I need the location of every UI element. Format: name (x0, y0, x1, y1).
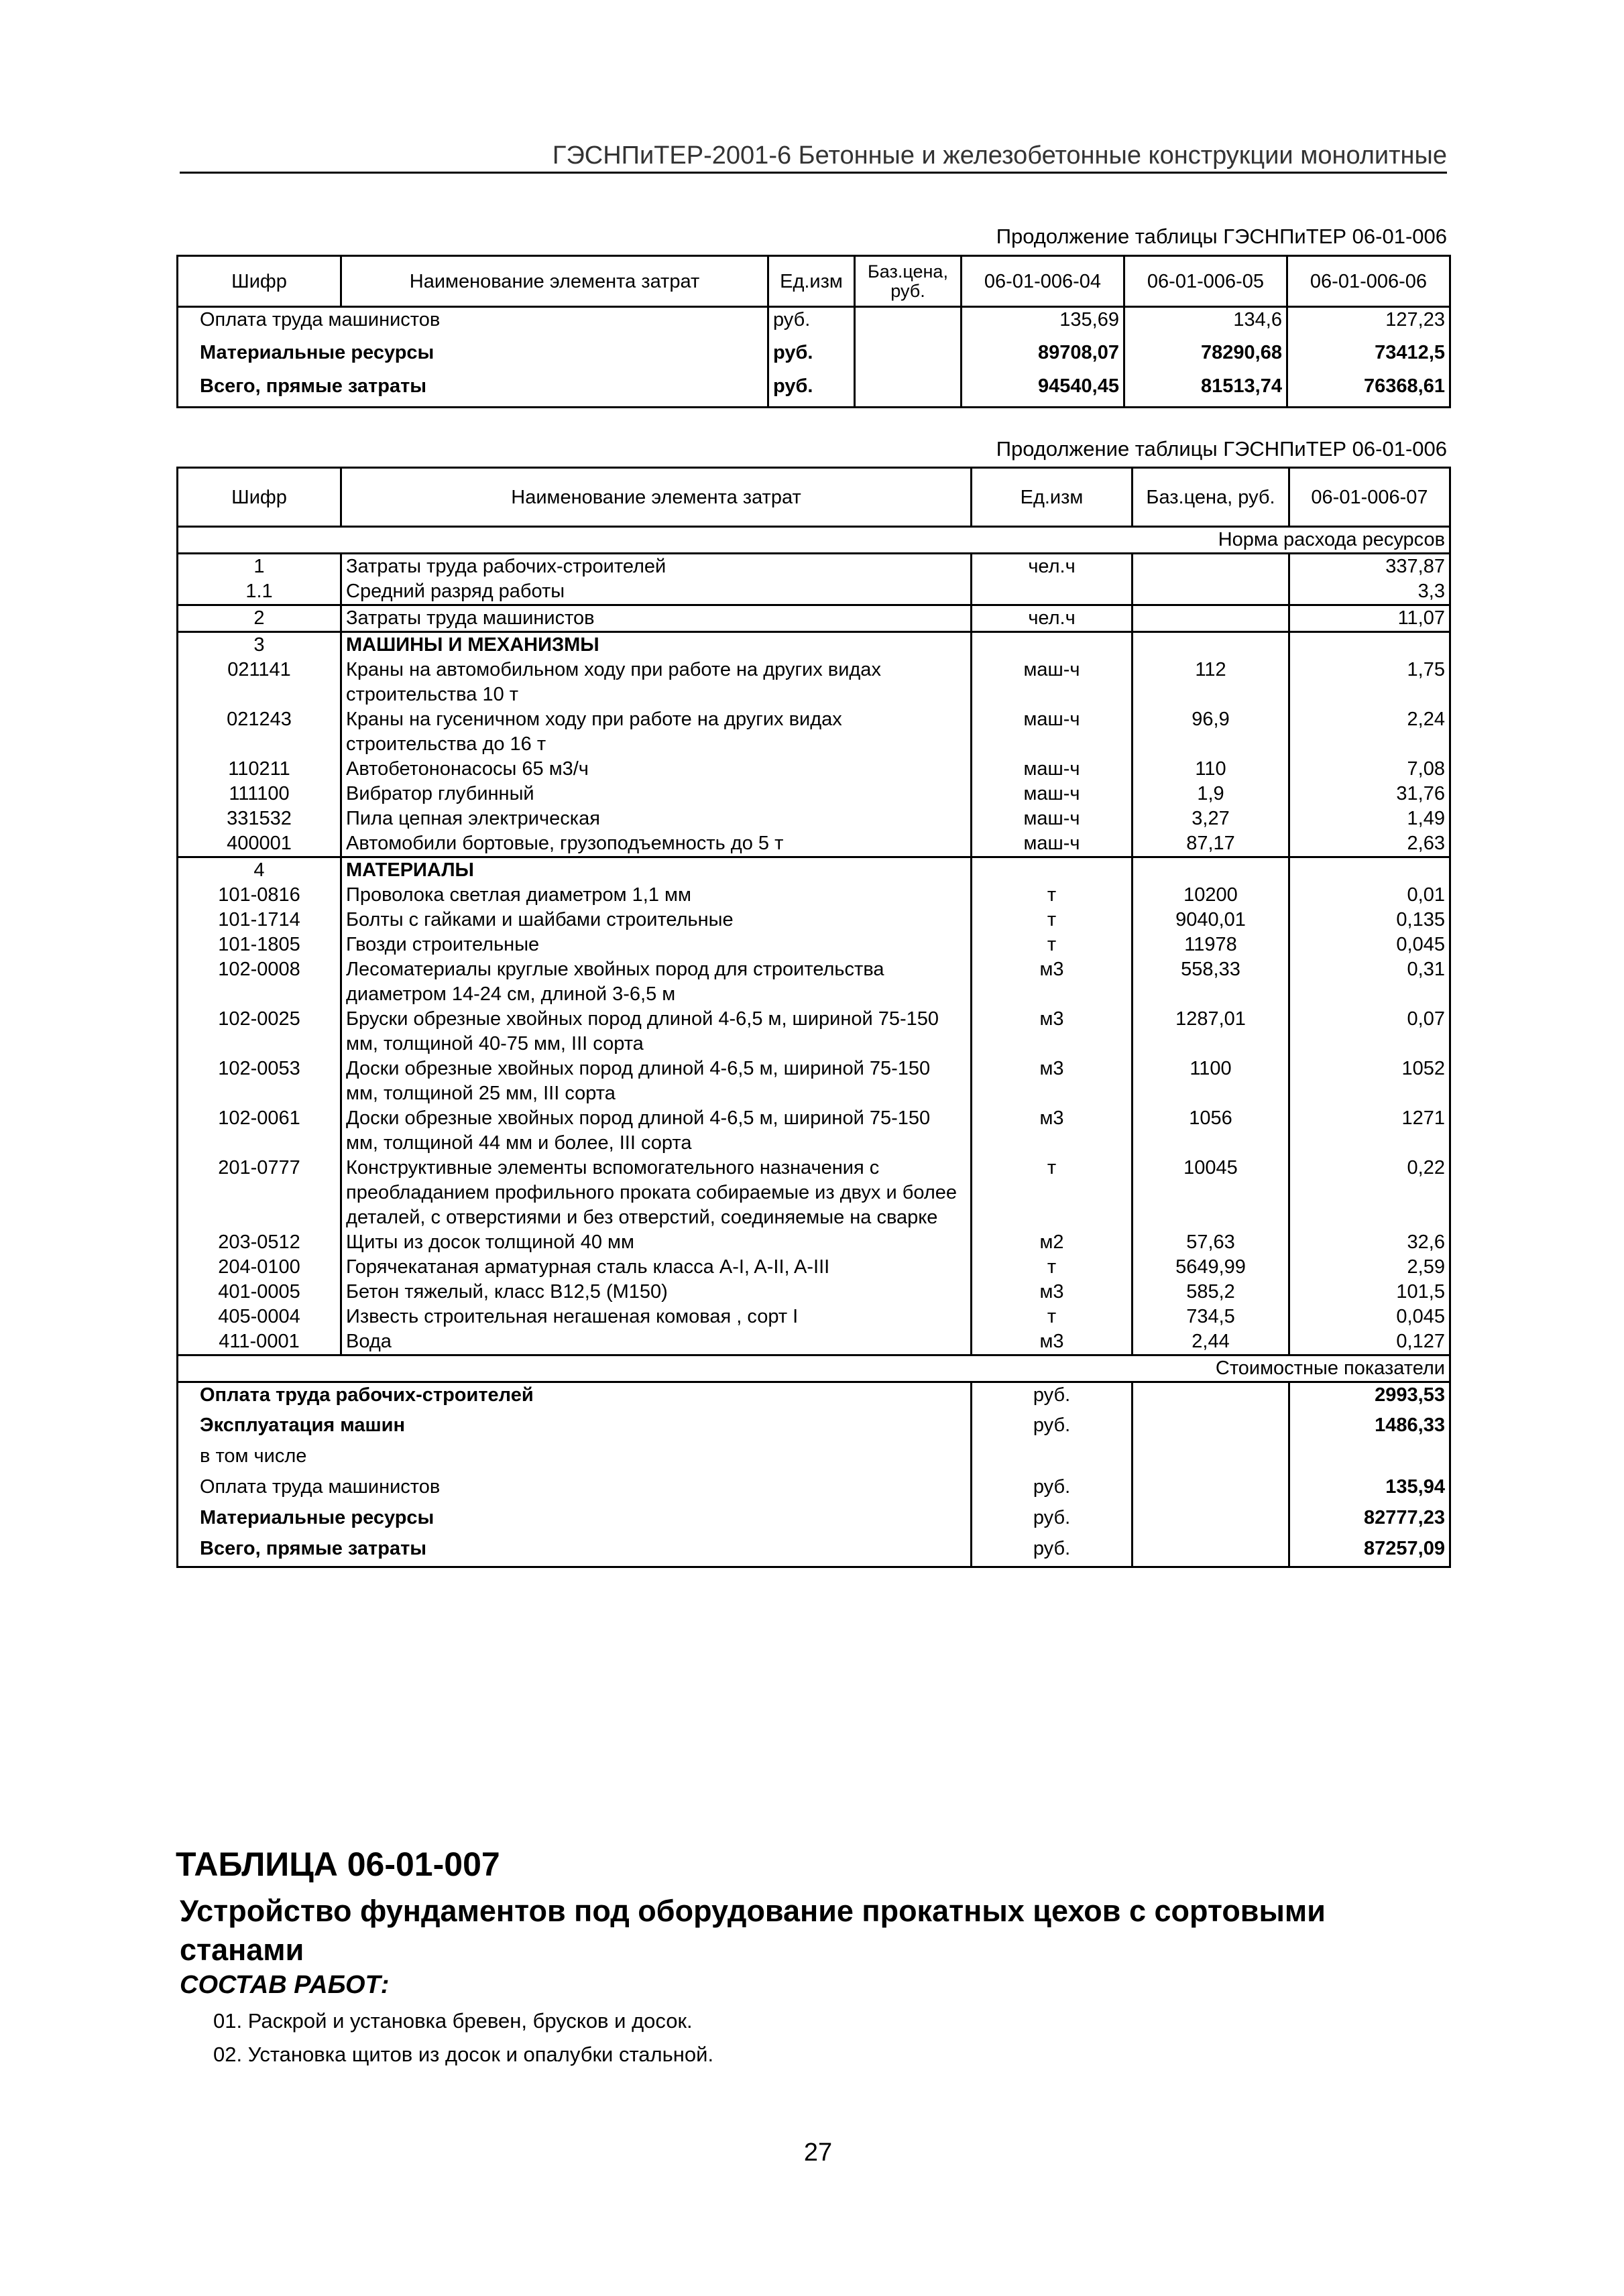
row-name: Бетон тяжелый, класс B12,5 (M150) (341, 1280, 972, 1305)
row-code: 331532 (178, 806, 341, 831)
row-unit: т (972, 1255, 1133, 1280)
table-title: Устройство фундаментов под оборудование прокатных цехов с сортовыми станами (180, 1894, 1326, 1967)
row-value: 2,63 (1289, 831, 1450, 857)
row-price: 87,17 (1133, 831, 1289, 857)
row-name: Материальные ресурсы (178, 341, 768, 374)
row-unit: м3 (972, 957, 1133, 1007)
table1-header-row (178, 256, 1450, 307)
row-name: Краны на гусеничном ходу при работе на других видах строительства до 16 т (341, 707, 972, 757)
row-value: 11,07 (1289, 605, 1450, 632)
row-value: 32,6 (1289, 1230, 1450, 1255)
row-value: 101,5 (1289, 1280, 1450, 1305)
table-row (178, 1007, 1450, 1056)
table-row (178, 658, 1450, 707)
table-row (178, 1056, 1450, 1106)
row-code: 1 (178, 554, 341, 580)
row-name: МАШИНЫ И МЕХАНИЗМЫ (341, 632, 972, 658)
col-header-price: Баз.цена, руб. (1133, 468, 1289, 527)
table1-continuation-note: Продолжение таблицы ГЭСНПиТЕР 06-01-006 (996, 225, 1447, 248)
row-value: 1,75 (1289, 658, 1450, 707)
row-price (1133, 857, 1289, 884)
row-price (1133, 554, 1289, 580)
summary-value (1289, 1444, 1450, 1475)
row-price: 558,33 (1133, 957, 1289, 1007)
table-row (178, 579, 1450, 605)
table2 (176, 467, 1451, 1568)
row-name: Щиты из досок толщиной 40 мм (341, 1230, 972, 1255)
row-unit: маш-ч (972, 831, 1133, 857)
table-row (178, 1305, 1450, 1329)
row-name: Лесоматериалы круглые хвойных пород для строительства диаметром 14-24 см, длиной 3-6,5 м (341, 957, 972, 1007)
row-code: 102-0053 (178, 1056, 341, 1106)
row-code: 021243 (178, 707, 341, 757)
row-code: 203-0512 (178, 1230, 341, 1255)
row-unit: м3 (972, 1329, 1133, 1355)
row-unit: м3 (972, 1280, 1133, 1305)
row-value: 73412,5 (1287, 341, 1450, 374)
row-unit: маш-ч (972, 658, 1133, 707)
row-value: 94540,45 (962, 374, 1124, 408)
row-value: 0,045 (1289, 1305, 1450, 1329)
row-name: Всего, прямые затраты (178, 374, 768, 408)
col-header-code: Шифр (178, 256, 341, 307)
col-header-07: 06-01-006-07 (1289, 468, 1450, 527)
works-item: 02. Установка щитов из досок и опалубки стальной. (213, 2043, 714, 2066)
row-name: Болты с гайками и шайбами строительные (341, 908, 972, 932)
summary-row (178, 1444, 1450, 1475)
row-price: 5649,99 (1133, 1255, 1289, 1280)
row-value: 135,69 (962, 307, 1124, 341)
row-name: Пила цепная электрическая (341, 806, 972, 831)
col-header-unit: Ед.изм (972, 468, 1133, 527)
row-value: 0,07 (1289, 1007, 1450, 1056)
row-name: Краны на автомобильном ходу при работе на других видах строительства 10 т (341, 658, 972, 707)
row-value: 2,59 (1289, 1255, 1450, 1280)
row-price: 10045 (1133, 1156, 1289, 1230)
table2-continuation-note: Продолжение таблицы ГЭСНПиТЕР 06-01-006 (996, 437, 1447, 461)
row-value: 0,01 (1289, 883, 1450, 908)
summary-unit: руб. (972, 1475, 1133, 1506)
row-value: 89708,07 (962, 341, 1124, 374)
row-value: 1052 (1289, 1056, 1450, 1106)
col-header-price: Баз.цена, руб. (855, 256, 962, 307)
row-unit: т (972, 883, 1133, 908)
row-name: МАТЕРИАЛЫ (341, 857, 972, 884)
row-price: 10200 (1133, 883, 1289, 908)
row-value: 0,22 (1289, 1156, 1450, 1230)
norm-label-row (178, 527, 1450, 554)
row-unit: маш-ч (972, 707, 1133, 757)
row-code: 110211 (178, 757, 341, 782)
row-code: 405-0004 (178, 1305, 341, 1329)
summary-name: Оплата труда машинистов (178, 1475, 972, 1506)
row-value: 78290,68 (1124, 341, 1287, 374)
table-row (178, 782, 1450, 806)
table-row (178, 1106, 1450, 1156)
summary-value: 82777,23 (1289, 1506, 1450, 1536)
row-name: Затраты труда рабочих-строителей (341, 554, 972, 580)
col-header-05: 06-01-006-05 (1124, 256, 1287, 307)
row-unit: руб. (768, 341, 855, 374)
row-price (1133, 605, 1289, 632)
row-unit: т (972, 1156, 1133, 1230)
table-row (178, 1255, 1450, 1280)
summary-unit: руб. (972, 1413, 1133, 1444)
row-value: 81513,74 (1124, 374, 1287, 408)
row-value: 2,24 (1289, 707, 1450, 757)
row-unit (972, 579, 1133, 605)
summary-row (178, 1382, 1450, 1413)
row-name: Автобетононасосы 65 м3/ч (341, 757, 972, 782)
norm-label: Норма расхода ресурсов (178, 527, 1450, 554)
col-header-04: 06-01-006-04 (962, 256, 1124, 307)
row-code: 401-0005 (178, 1280, 341, 1305)
row-code: 400001 (178, 831, 341, 857)
row-unit: м3 (972, 1007, 1133, 1056)
row-code: 101-0816 (178, 883, 341, 908)
row-value: 0,31 (1289, 957, 1450, 1007)
table-row (178, 806, 1450, 831)
col-header-06: 06-01-006-06 (1287, 256, 1450, 307)
row-price: 9040,01 (1133, 908, 1289, 932)
row-price: 1100 (1133, 1056, 1289, 1106)
row-value: 76368,61 (1287, 374, 1450, 408)
table-row (178, 605, 1450, 632)
row-value: 1,49 (1289, 806, 1450, 831)
row-price: 1287,01 (1133, 1007, 1289, 1056)
row-code: 021141 (178, 658, 341, 707)
row-unit: м3 (972, 1056, 1133, 1106)
row-code: 101-1805 (178, 932, 341, 957)
row-name: Автомобили бортовые, грузоподъемность до 5 т (341, 831, 972, 857)
row-name: Вибратор глубинный (341, 782, 972, 806)
table-id-heading: ТАБЛИЦА 06-01-007 (176, 1846, 500, 1883)
table-row (178, 831, 1450, 857)
row-unit: м2 (972, 1230, 1133, 1255)
row-name: Доски обрезные хвойных пород длиной 4-6,5 м, шириной 75-150 мм, толщиной 25 мм, III сорта (341, 1056, 972, 1106)
row-price (1133, 579, 1289, 605)
row-unit: чел.ч (972, 605, 1133, 632)
summary-value: 2993,53 (1289, 1382, 1450, 1413)
row-unit: чел.ч (972, 554, 1133, 580)
row-code: 102-0061 (178, 1106, 341, 1156)
row-price: 110 (1133, 757, 1289, 782)
summary-row (178, 1536, 1450, 1567)
row-code: 101-1714 (178, 908, 341, 932)
table-row (178, 883, 1450, 908)
row-unit (972, 632, 1133, 658)
row-value: 31,76 (1289, 782, 1450, 806)
row-name: Средний разряд работы (341, 579, 972, 605)
row-value (1289, 632, 1450, 658)
table-row (178, 554, 1450, 580)
row-name: Бруски обрезные хвойных пород длиной 4-6,5 м, шириной 75-150 мм, толщиной 40-75 мм, III сорта (341, 1007, 972, 1056)
table2-header-row (178, 468, 1450, 527)
table1 (176, 255, 1451, 408)
summary-row (178, 1506, 1450, 1536)
row-unit: руб. (768, 307, 855, 341)
col-header-name: Наименование элемента затрат (341, 468, 972, 527)
table-row (178, 957, 1450, 1007)
row-price: 1056 (1133, 1106, 1289, 1156)
row-value: 0,135 (1289, 908, 1450, 932)
table-row (178, 341, 1450, 374)
summary-row (178, 1413, 1450, 1444)
table-row (178, 757, 1450, 782)
row-unit: м3 (972, 1106, 1133, 1156)
row-price: 3,27 (1133, 806, 1289, 831)
summary-name: Всего, прямые затраты (178, 1536, 972, 1567)
row-unit: маш-ч (972, 806, 1133, 831)
summary-unit: руб. (972, 1536, 1133, 1567)
row-price: 585,2 (1133, 1280, 1289, 1305)
summary-value: 87257,09 (1289, 1536, 1450, 1567)
row-price: 734,5 (1133, 1305, 1289, 1329)
summary-row (178, 1475, 1450, 1506)
table-row (178, 908, 1450, 932)
row-price: 11978 (1133, 932, 1289, 957)
table-row (178, 307, 1450, 341)
row-price: 112 (1133, 658, 1289, 707)
row-name: Проволока светлая диаметром 1,1 мм (341, 883, 972, 908)
row-code: 111100 (178, 782, 341, 806)
running-header: ГЭСНПиТЕР-2001-6 Бетонные и железобетонные конструкции монолитные (180, 139, 1447, 174)
table-row (178, 1230, 1450, 1255)
row-unit: руб. (768, 374, 855, 408)
row-price (1133, 632, 1289, 658)
row-value: 1271 (1289, 1106, 1450, 1156)
row-value: 127,23 (1287, 307, 1450, 341)
row-name: Конструктивные элементы вспомогательного назначения с преобладанием профильного проката собираемые из двух и более деталей, с отверстиями и без отверстий, соединяемые на сварке (341, 1156, 972, 1230)
row-value: 134,6 (1124, 307, 1287, 341)
row-unit: маш-ч (972, 757, 1133, 782)
table-row (178, 1280, 1450, 1305)
row-code: 3 (178, 632, 341, 658)
row-code: 102-0025 (178, 1007, 341, 1056)
table-row (178, 374, 1450, 408)
row-unit: т (972, 908, 1133, 932)
row-value: 0,045 (1289, 932, 1450, 957)
row-code: 102-0008 (178, 957, 341, 1007)
row-unit: маш-ч (972, 782, 1133, 806)
row-price: 96,9 (1133, 707, 1289, 757)
row-code: 4 (178, 857, 341, 884)
summary-unit: руб. (972, 1506, 1133, 1536)
row-unit (972, 857, 1133, 884)
row-name: Затраты труда машинистов (341, 605, 972, 632)
row-value: 7,08 (1289, 757, 1450, 782)
summary-value: 135,94 (1289, 1475, 1450, 1506)
row-code: 2 (178, 605, 341, 632)
row-code: 1.1 (178, 579, 341, 605)
row-price: 1,9 (1133, 782, 1289, 806)
cost-label: Стоимостные показатели (178, 1355, 1450, 1382)
row-name: Вода (341, 1329, 972, 1355)
row-code: 204-0100 (178, 1255, 341, 1280)
row-price: 2,44 (1133, 1329, 1289, 1355)
summary-name: Оплата труда рабочих-строителей (178, 1382, 972, 1413)
row-price: 57,63 (1133, 1230, 1289, 1255)
table-row (178, 707, 1450, 757)
table-row (178, 932, 1450, 957)
col-header-unit: Ед.изм (768, 256, 855, 307)
row-value: 3,3 (1289, 579, 1450, 605)
table-row (178, 857, 1450, 884)
summary-name: в том числе (178, 1444, 972, 1475)
works-label: СОСТАВ РАБОТ: (180, 1971, 390, 1999)
row-name: Доски обрезные хвойных пород длиной 4-6,5 м, шириной 75-150 мм, толщиной 44 мм и более, III сорта (341, 1106, 972, 1156)
summary-unit (972, 1444, 1133, 1475)
row-name: Известь строительная негашеная комовая , сорт I (341, 1305, 972, 1329)
table-row (178, 1329, 1450, 1355)
page-number: 27 (803, 2138, 833, 2167)
cost-label-row (178, 1355, 1450, 1382)
row-value: 0,127 (1289, 1329, 1450, 1355)
row-name: Оплата труда машинистов (178, 307, 768, 341)
summary-name: Материальные ресурсы (178, 1506, 972, 1536)
col-header-name: Наименование элемента затрат (341, 256, 768, 307)
col-header-code: Шифр (178, 468, 341, 527)
row-unit: т (972, 932, 1133, 957)
row-code: 201-0777 (178, 1156, 341, 1230)
row-value: 337,87 (1289, 554, 1450, 580)
works-item: 01. Раскрой и установка бревен, брусков и досок. (213, 2009, 693, 2033)
summary-value: 1486,33 (1289, 1413, 1450, 1444)
table-row (178, 632, 1450, 658)
row-name: Гвозди строительные (341, 932, 972, 957)
row-name: Горячекатаная арматурная сталь класса A-I, A-II, A-III (341, 1255, 972, 1280)
table-row (178, 1156, 1450, 1230)
row-unit: т (972, 1305, 1133, 1329)
summary-name: Эксплуатация машин (178, 1413, 972, 1444)
row-code: 411-0001 (178, 1329, 341, 1355)
summary-unit: руб. (972, 1382, 1133, 1413)
row-value (1289, 857, 1450, 884)
